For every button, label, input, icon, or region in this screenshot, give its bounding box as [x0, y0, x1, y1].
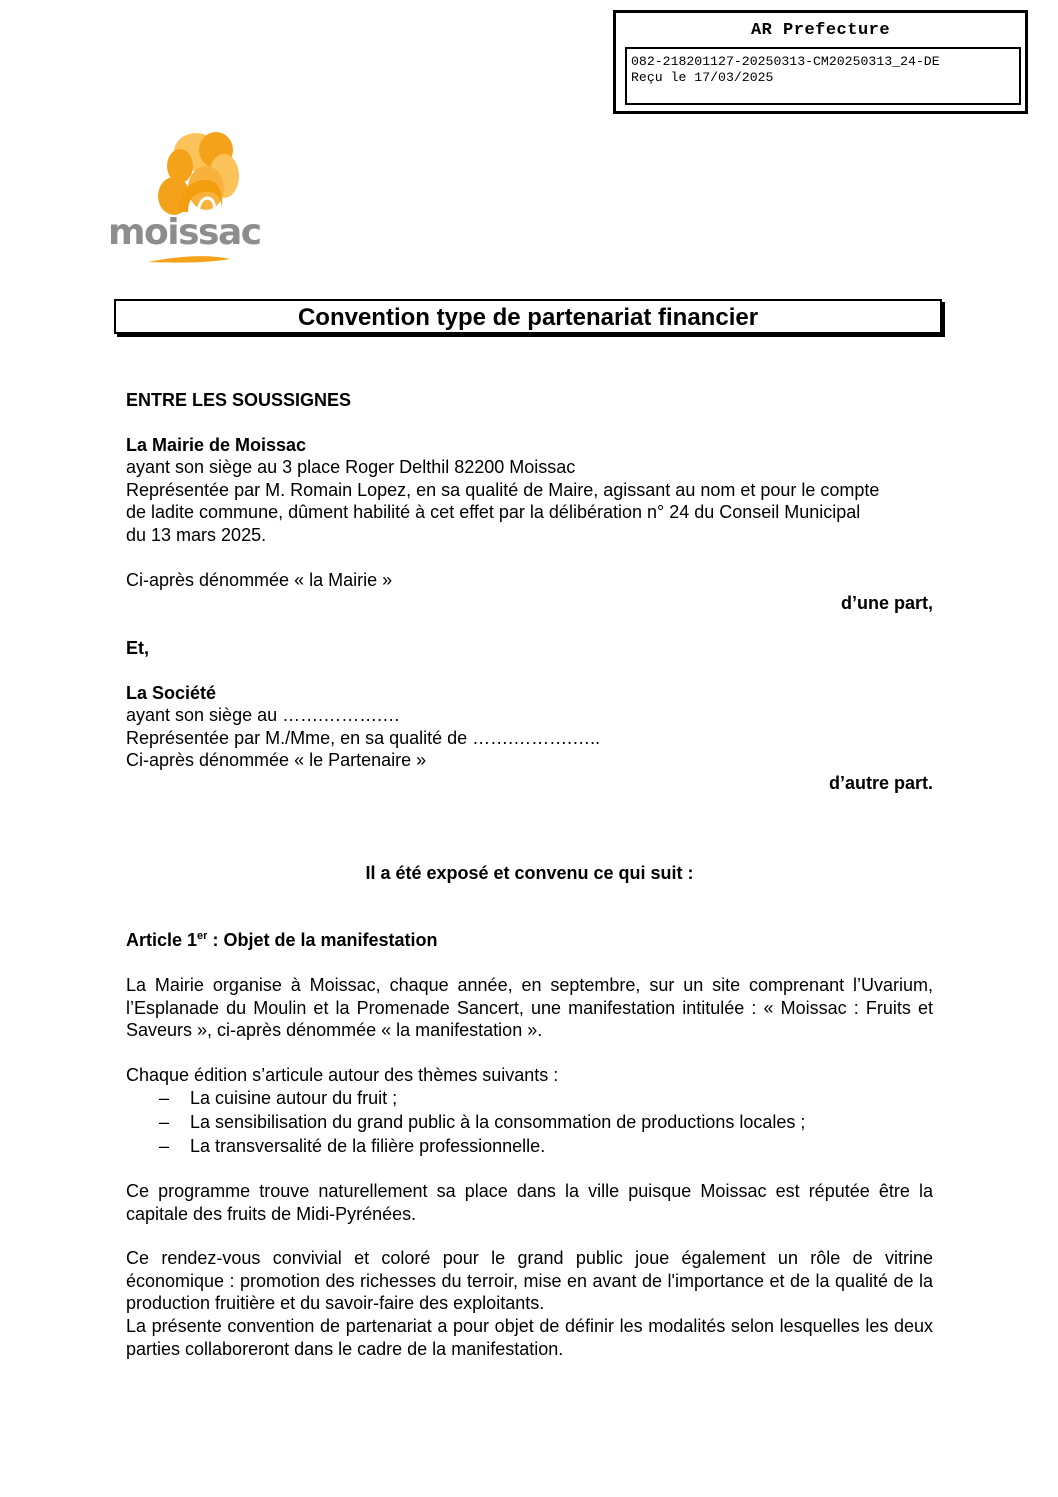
- societe-representation: Représentée par M./Mme, en sa qualité de …….……….…..: [126, 728, 601, 748]
- article1-paragraph4: La présente convention de partenariat a pour objet de définir les modalités selon lesquelles les deux parties collaboreront dans le cadre de la manifestation.: [126, 1316, 933, 1359]
- theme-text: La transversalité de la filière professionnelle.: [190, 1136, 546, 1156]
- document-title: Convention type de partenariat financier: [114, 299, 942, 334]
- article1-title-sup: er: [197, 930, 208, 942]
- list-item: [126, 1134, 933, 1158]
- parties-heading: ENTRE LES SOUSSIGNES: [126, 390, 352, 410]
- prefecture-stamp: [613, 10, 1028, 114]
- bullet-dash: –: [159, 1088, 170, 1108]
- article1-paragraph2: Ce programme trouve naturellement sa place dans la ville puisque Moissac est réputée être la capitale des fruits de Midi-Pyrénées.: [126, 1181, 933, 1224]
- bullet-dash: –: [159, 1136, 170, 1156]
- mairie-representation-line3: du 13 mars 2025.: [126, 525, 267, 545]
- article1-title-prefix: Article 1: [126, 930, 198, 950]
- themes-intro: Chaque édition s’articule autour des thèmes suivants :: [126, 1065, 559, 1085]
- theme-text: La cuisine autour du fruit ;: [190, 1088, 398, 1108]
- expose-heading: Il a été exposé et convenu ce qui suit :: [365, 863, 694, 883]
- autre-part: d’autre part.: [828, 773, 933, 793]
- moissac-logo: [108, 128, 280, 270]
- stamp-received-date: Reçu le 17/03/2025: [631, 70, 774, 85]
- article1-paragraph3: Ce rendez-vous convivial et coloré pour le grand public joue également un rôle de vitrine économique : promotion des richesses du terroir, mise en avant de l'importance et de la qualité de la production fruitière et du savoir-faire des exploitants.: [126, 1248, 933, 1314]
- article1-paragraph1: La Mairie organise à Moissac, chaque année, en septembre, sur un site comprenant l’Uvarium, l’Esplanade du Moulin et la Promenade Sancert, une manifestation intitulée : « Moissac : Fruits et Saveurs », ci-après dénommée « la manifestation ».: [126, 975, 933, 1041]
- une-part: d’une part,: [840, 593, 933, 613]
- societe-siege: ayant son siège au …….……….…: [126, 705, 401, 725]
- societe-name: La Société: [126, 683, 217, 703]
- logo-text: moissac: [108, 212, 261, 253]
- theme-text: La sensibilisation du grand public à la consommation de productions locales ;: [190, 1112, 806, 1132]
- mairie-representation-line2: de ladite commune, dûment habilité à cet effet par la délibération n° 24 du Conseil Municipal: [126, 502, 861, 522]
- bullet-dash: –: [159, 1112, 170, 1132]
- societe-denomination: Ci-après dénommée « le Partenaire »: [126, 750, 427, 770]
- list-item: [126, 1110, 933, 1134]
- themes-list: [126, 1086, 933, 1158]
- mairie-siege: ayant son siège au 3 place Roger Delthil 82200 Moissac: [126, 457, 576, 477]
- mairie-name: La Mairie de Moissac: [126, 435, 307, 455]
- stamp-reference-box: [625, 47, 1021, 105]
- article1-title: [126, 929, 933, 952]
- stamp-reference: 082-218201127-20250313-CM20250313_24-DE: [631, 54, 940, 69]
- stamp-title: AR Prefecture: [750, 21, 891, 40]
- et-separator: Et,: [126, 638, 150, 658]
- list-item: [126, 1086, 933, 1110]
- mairie-representation-line1: Représentée par M. Romain Lopez, en sa qualité de Maire, agissant au nom et pour le compte: [126, 480, 880, 500]
- mairie-denomination: Ci-après dénommée « la Mairie »: [126, 570, 393, 590]
- article1-title-suffix: : Objet de la manifestation: [207, 930, 438, 950]
